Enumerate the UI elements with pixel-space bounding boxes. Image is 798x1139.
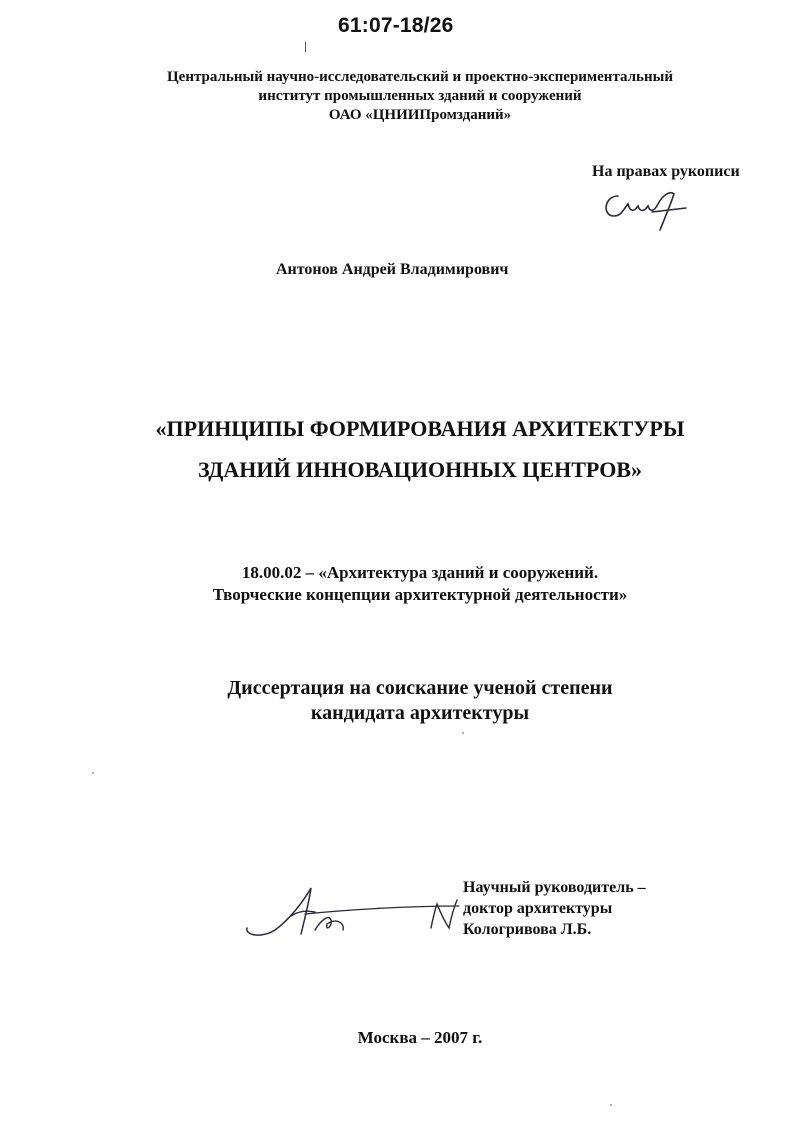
title-line-1: «ПРИНЦИПЫ ФОРМИРОВАНИЯ АРХИТЕКТУРЫ (155, 416, 685, 441)
title-line-2: ЗДАНИЙ ИННОВАЦИОННЫХ ЦЕНТРОВ» (198, 457, 642, 482)
manuscript-rights-label: На правах рукописи (592, 163, 740, 180)
institute-line-1: Центральный научно-исследовательский и проектно-экспериментальный (167, 69, 673, 85)
supervisor-block (463, 877, 646, 940)
specialty-line-1: 18.00.02 – «Архитектура зданий и сооружений. (241, 563, 599, 582)
degree-block (120, 676, 720, 726)
scan-speck (92, 772, 94, 774)
specialty-line-2: Творческие концепции архитектурной деятельности» (212, 585, 628, 604)
institute-line-2: институт промышленных зданий и сооружений (258, 88, 582, 104)
institute-block (120, 68, 720, 125)
scan-speck (462, 732, 464, 734)
supervisor-signature (245, 884, 465, 944)
author-signature (600, 186, 690, 236)
registration-code: 61:07-18/26 (338, 14, 454, 37)
supervisor-line-2: доктор архитектуры (463, 900, 613, 917)
author-name: Антонов Андрей Владимирович (276, 261, 509, 278)
degree-line-2: кандидата архитектуры (310, 702, 530, 724)
institute-line-3: ОАО «ЦНИИПромзданий» (328, 107, 512, 123)
city-year: Москва – 2007 г. (357, 1028, 483, 1047)
specialty-block (120, 562, 720, 606)
dissertation-title (120, 408, 720, 490)
supervisor-line-1: Научный руководитель – (463, 879, 646, 896)
scan-speck (610, 1104, 612, 1106)
degree-line-1: Диссертация на соискание ученой степени (227, 677, 613, 699)
scan-mark (305, 42, 306, 52)
supervisor-line-3: Кологривова Л.Б. (463, 921, 592, 938)
